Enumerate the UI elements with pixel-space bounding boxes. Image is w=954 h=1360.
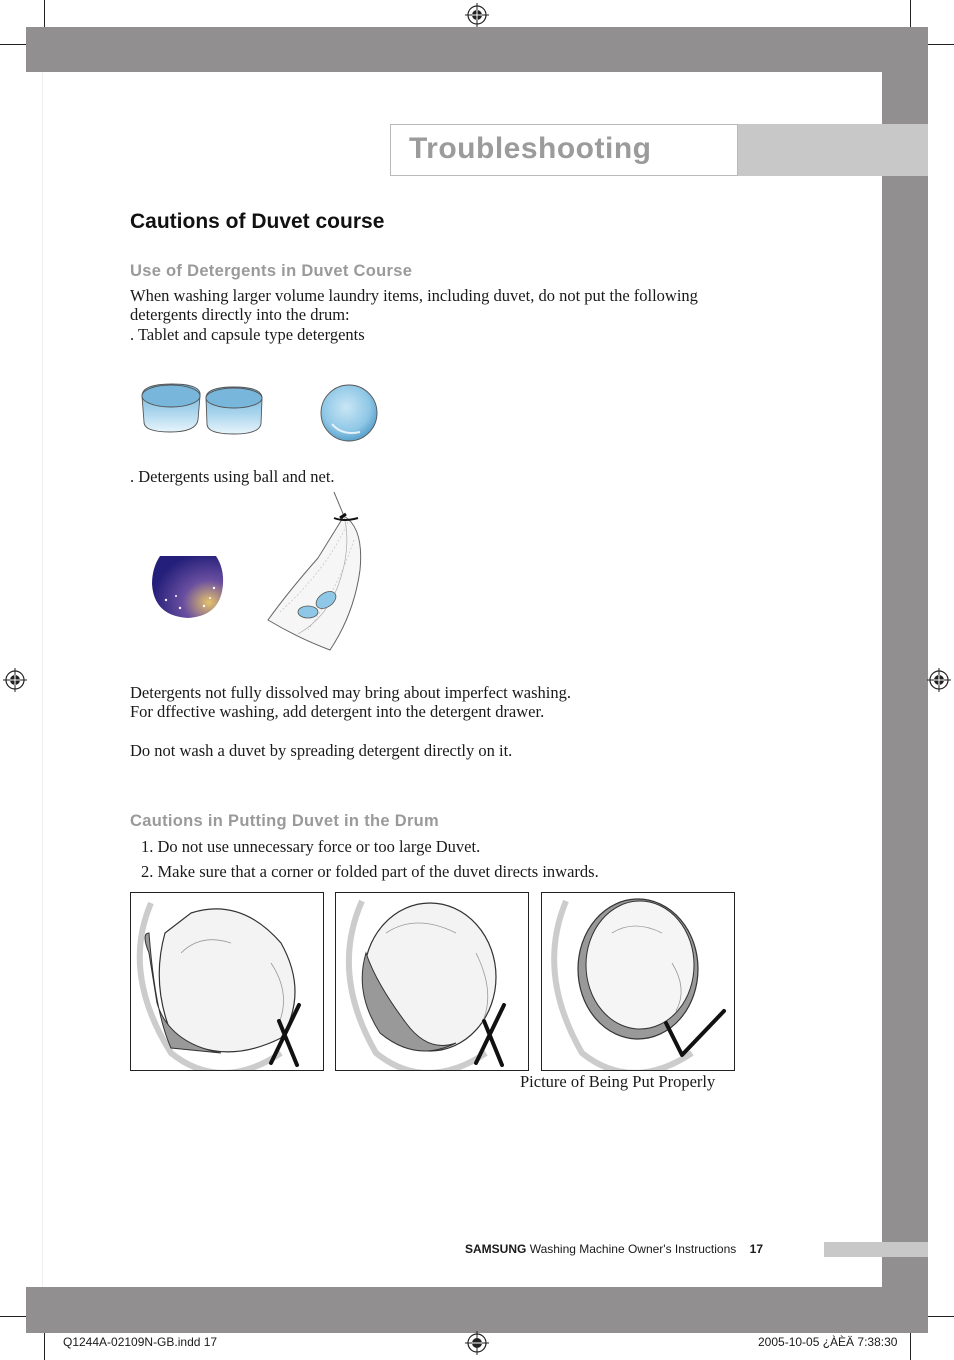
title-bar	[738, 124, 928, 176]
list-item: 2. Make sure that a corner or folded part of the duvet directs inwards.	[141, 862, 599, 881]
registration-mark-icon	[465, 3, 489, 27]
illustration-caption: Picture of Being Put Properly	[520, 1072, 716, 1091]
list-item: 1. Do not use unnecessary force or too large Duvet.	[141, 837, 481, 856]
section2-heading: Cautions in Putting Duvet in the Drum	[130, 812, 440, 830]
drum-wrong-illustration-1	[130, 892, 324, 1071]
footer-bar	[824, 1242, 928, 1257]
crop-mark	[928, 44, 954, 45]
section1-heading: Use of Detergents in Duvet Course	[130, 262, 413, 280]
drum-correct-illustration	[541, 892, 735, 1071]
left-margin	[26, 72, 43, 1287]
registration-mark-icon	[927, 668, 951, 692]
footer-text: Washing Machine Owner's Instructions	[529, 1242, 737, 1256]
note-line2: For dffective washing, add detergent into the detergent drawer.	[130, 702, 545, 721]
section1-intro-line2: detergents directly into the drum:	[130, 305, 350, 324]
top-band	[26, 27, 928, 72]
crop-mark	[0, 1316, 26, 1317]
detergent-net-icon	[268, 492, 361, 650]
note-line1: Detergents not fully dissolved may bring about imperfect washing.	[130, 683, 571, 702]
crop-mark	[928, 1316, 954, 1317]
bottom-band	[26, 1287, 928, 1333]
crop-mark	[0, 44, 26, 45]
capsule-detergent-icon	[321, 385, 377, 441]
tablet-detergent-icon	[138, 378, 388, 444]
page-number: 17	[749, 1242, 763, 1256]
crop-mark	[910, 0, 911, 27]
page-title: Troubleshooting	[409, 132, 652, 165]
crop-mark	[910, 1333, 911, 1360]
footer-line	[465, 1242, 763, 1256]
crop-mark	[44, 1333, 45, 1360]
detergent-ball-icon	[148, 488, 378, 658]
bullet-tablet: . Tablet and capsule type detergents	[130, 325, 365, 344]
bullet-ball-net: . Detergents using ball and net.	[130, 467, 335, 486]
section1-intro-line1: When washing larger volume laundry items, including duvet, do not put the following	[130, 286, 698, 305]
slug-file-info: Q1244A-02109N-GB.indd 17	[63, 1335, 218, 1349]
crop-mark	[44, 0, 45, 27]
registration-mark-icon	[3, 668, 27, 692]
main-heading: Cautions of Duvet course	[130, 210, 385, 233]
registration-mark-icon	[465, 1331, 489, 1355]
note-line3: Do not wash a duvet by spreading detergent directly on it.	[130, 741, 513, 760]
slug-timestamp: 2005-10-05 ¿ÀÈÄ 7:38:30	[758, 1335, 898, 1349]
footer-brand: SAMSUNG	[465, 1242, 527, 1256]
right-band	[882, 27, 928, 1333]
drum-wrong-illustration-2	[335, 892, 529, 1071]
title-box	[390, 124, 738, 176]
